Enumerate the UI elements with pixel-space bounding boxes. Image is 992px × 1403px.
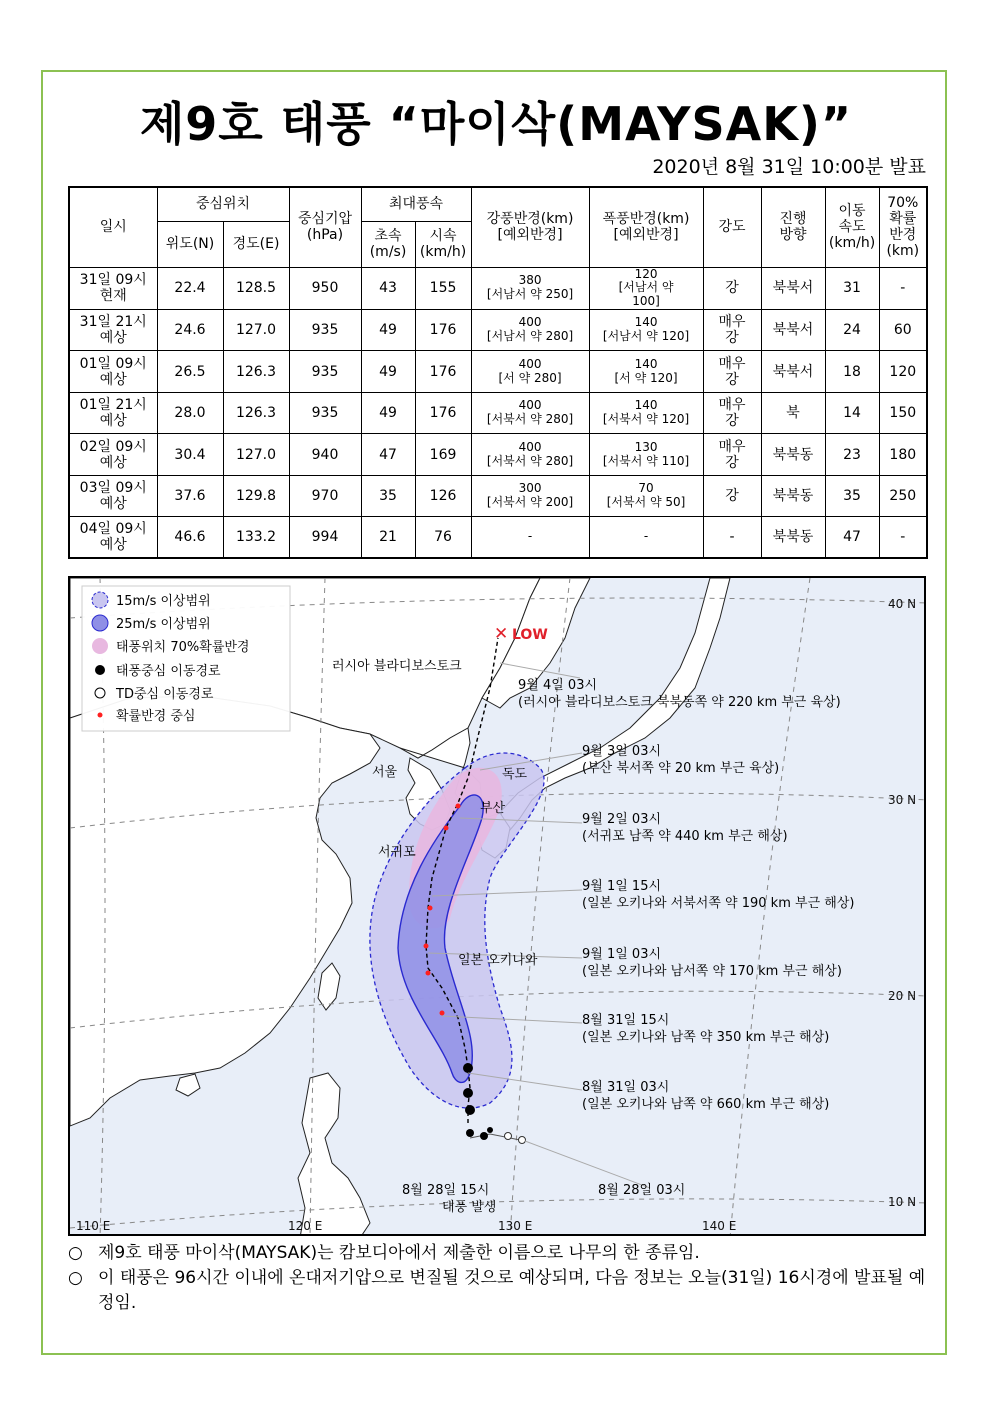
issue-date: 2020년 8월 31일 10:00분 발표 [652, 156, 926, 178]
cell-time: 01일 21시 예상 [69, 392, 157, 434]
cell-ms: 49 [361, 351, 415, 393]
label-vladivostok: 러시아 블라디보스토크 [332, 659, 462, 674]
cell-prob: - [879, 517, 927, 559]
cell-spd: 35 [825, 475, 879, 517]
lat-label-10: 10 N [888, 1195, 917, 1209]
annot-5-desc: (일본 오키나와 남쪽 약 350 km 부근 해상) [582, 1030, 830, 1045]
cell-int: 매우 강 [703, 392, 761, 434]
cell-spd: 23 [825, 434, 879, 476]
th-center: 중심위치 [157, 187, 289, 221]
low-marker-icon: ✕ [494, 624, 509, 644]
cell-kmh: 176 [415, 309, 471, 351]
annot-6-desc: (일본 오키나와 남쪽 약 660 km 부근 해상) [582, 1097, 830, 1112]
annot-0-time: 9월 4일 03시 [518, 678, 598, 693]
lon-label-130: 130 E [498, 1219, 533, 1233]
legend-label-3: 태풍중심 이동경로 [116, 664, 221, 679]
table-row [69, 434, 927, 476]
cell-prob: 150 [879, 392, 927, 434]
note-0-text: 제9호 태풍 마이삭(MAYSAK)는 캄보디아에서 제출한 이름으로 나무의 한 종류임. [98, 1243, 700, 1263]
legend-label-2: 태풍위치 70%확률반경 [116, 640, 250, 655]
th-kmh: 시속 (km/h) [415, 221, 471, 267]
table-row [69, 351, 927, 393]
legend-25ms-icon [92, 615, 108, 631]
table-row [69, 392, 927, 434]
cell-gale: 400 [서북서 약 280] [471, 434, 589, 476]
th-datetime: 일시 [69, 187, 157, 267]
cell-kmh: 155 [415, 267, 471, 309]
annot-5-time: 8월 31일 15시 [582, 1013, 670, 1028]
legend-prob-icon [92, 638, 108, 654]
annot-3-desc: (일본 오키나와 서북서쪽 약 190 km 부근 해상) [582, 896, 855, 911]
cell-prob: 180 [879, 434, 927, 476]
cell-int: 강 [703, 475, 761, 517]
cell-int: - [703, 517, 761, 559]
cell-kmh: 169 [415, 434, 471, 476]
cell-lon: 126.3 [223, 392, 289, 434]
cell-storm: 140 [서남서 약 120] [589, 309, 703, 351]
cell-kmh: 126 [415, 475, 471, 517]
label-dokdo: 독도 [502, 767, 528, 782]
lon-label-140: 140 E [702, 1219, 737, 1233]
cell-lon: 129.8 [223, 475, 289, 517]
note-1 [68, 1266, 928, 1316]
cell-kmh: 176 [415, 392, 471, 434]
annot-2-time: 9월 2일 03시 [582, 812, 662, 827]
annot-2-desc: (서귀포 남쪽 약 440 km 부근 해상) [582, 829, 788, 844]
th-ms: 초속 (m/s) [361, 221, 415, 267]
cell-lat: 37.6 [157, 475, 223, 517]
label-seoul: 서울 [372, 765, 398, 780]
table-row [69, 517, 927, 559]
cell-int: 강 [703, 267, 761, 309]
cell-kmh: 176 [415, 351, 471, 393]
cell-lat: 22.4 [157, 267, 223, 309]
note-1-text: 이 태풍은 96시간 이내에 온대저기압으로 변질될 것으로 예상되며, 다음 정보는 오늘(31일) 16시경에 발표될 예정임. [98, 1268, 926, 1313]
cell-int: 매우 강 [703, 309, 761, 351]
cell-time: 31일 09시 현재 [69, 267, 157, 309]
table-row [69, 309, 927, 351]
genesis-label: 태풍 발생 [442, 1200, 497, 1215]
cell-gale: 380 [서남서 약 250] [471, 267, 589, 309]
cell-lon: 127.0 [223, 309, 289, 351]
annot-6-time: 8월 31일 03시 [582, 1080, 670, 1095]
cell-ms: 43 [361, 267, 415, 309]
cell-time: 02일 09시 예상 [69, 434, 157, 476]
cell-ms: 35 [361, 475, 415, 517]
cell-gale: 300 [서북서 약 200] [471, 475, 589, 517]
cell-hpa: 935 [289, 309, 361, 351]
th-storm: 폭풍반경(km) [예외반경] [589, 187, 703, 267]
cell-lat: 46.6 [157, 517, 223, 559]
legend-label-5: 확률반경 중심 [116, 709, 196, 724]
cell-dir: 북북동 [761, 517, 825, 559]
cell-dir: 북 [761, 392, 825, 434]
cell-int: 매우 강 [703, 434, 761, 476]
cell-spd: 18 [825, 351, 879, 393]
cell-lat: 30.4 [157, 434, 223, 476]
legend-label-1: 25m/s 이상범위 [116, 617, 211, 632]
note-1-bullet: ○ [68, 1268, 83, 1288]
track-map [68, 576, 926, 1236]
legend-typhoon-icon [95, 665, 105, 675]
cell-lat: 28.0 [157, 392, 223, 434]
lon-label-110: 110 E [76, 1219, 111, 1233]
annot-4-time: 9월 1일 03시 [582, 947, 662, 962]
cell-time: 04일 09시 예상 [69, 517, 157, 559]
cell-dir: 북북서 [761, 309, 825, 351]
lat-label-20: 20 N [888, 989, 917, 1003]
cell-time: 03일 09시 예상 [69, 475, 157, 517]
cell-hpa: 950 [289, 267, 361, 309]
low-label: LOW [512, 627, 548, 643]
cell-storm: 120 [서남서 약 100] [589, 267, 703, 309]
cell-lat: 26.5 [157, 351, 223, 393]
table-row [69, 475, 927, 517]
cell-spd: 31 [825, 267, 879, 309]
cell-ms: 49 [361, 392, 415, 434]
annot-4-desc: (일본 오키나와 남서쪽 약 170 km 부근 해상) [582, 964, 842, 979]
cell-hpa: 994 [289, 517, 361, 559]
lat-label-30: 30 N [888, 793, 917, 807]
lat-label-40: 40 N [888, 597, 917, 611]
cell-gale: - [471, 517, 589, 559]
cell-prob: 60 [879, 309, 927, 351]
note-0 [68, 1241, 928, 1266]
th-intensity: 강도 [703, 187, 761, 267]
annot-1-desc: (부산 북서쪽 약 20 km 부근 육상) [582, 761, 780, 776]
cell-hpa: 970 [289, 475, 361, 517]
annot-1-time: 9월 3일 03시 [582, 744, 662, 759]
cell-prob: 250 [879, 475, 927, 517]
page-title: 제9호 태풍 “마이삭(MAYSAK)” [139, 97, 853, 151]
th-pressure: 중심기압 (hPa) [289, 187, 361, 267]
cell-dir: 북북서 [761, 351, 825, 393]
cell-ms: 21 [361, 517, 415, 559]
cell-lon: 133.2 [223, 517, 289, 559]
label-okinawa: 일본 오키나와 [458, 953, 538, 968]
cell-gale: 400 [서 약 280] [471, 351, 589, 393]
th-lat: 위도(N) [157, 221, 223, 267]
cell-storm: 130 [서북서 약 110] [589, 434, 703, 476]
legend-label-4: TD중심 이동경로 [116, 687, 214, 702]
td-time: 8월 28일 03시 [598, 1183, 686, 1198]
cell-prob: 120 [879, 351, 927, 393]
note-0-bullet: ○ [68, 1243, 83, 1263]
lon-label-120: 120 E [288, 1219, 323, 1233]
cell-kmh: 76 [415, 517, 471, 559]
cell-gale: 400 [서북서 약 280] [471, 392, 589, 434]
legend [82, 586, 290, 731]
cell-lat: 24.6 [157, 309, 223, 351]
legend-15ms-icon [92, 592, 108, 608]
th-speed: 이동 속도 (km/h) [825, 187, 879, 267]
cell-time: 01일 09시 예상 [69, 351, 157, 393]
th-direction: 진행 방향 [761, 187, 825, 267]
cell-hpa: 935 [289, 392, 361, 434]
cell-dir: 북북서 [761, 267, 825, 309]
legend-prob-center-icon [98, 713, 103, 718]
cell-dir: 북북동 [761, 434, 825, 476]
cell-spd: 14 [825, 392, 879, 434]
cell-storm: 140 [서 약 120] [589, 351, 703, 393]
table-row [69, 267, 927, 309]
cell-lon: 127.0 [223, 434, 289, 476]
cell-prob: - [879, 267, 927, 309]
th-lon: 경도(E) [223, 221, 289, 267]
forecast-table [68, 186, 928, 559]
cell-time: 31일 21시 예상 [69, 309, 157, 351]
label-seogwipo: 서귀포 [378, 845, 416, 860]
cell-ms: 47 [361, 434, 415, 476]
cell-int: 매우 강 [703, 351, 761, 393]
cell-hpa: 935 [289, 351, 361, 393]
cell-spd: 24 [825, 309, 879, 351]
th-prob: 70% 확률 반경 (km) [879, 187, 927, 267]
th-maxwind: 최대풍속 [361, 187, 471, 221]
notes [68, 1241, 928, 1316]
cell-hpa: 940 [289, 434, 361, 476]
cell-dir: 북북동 [761, 475, 825, 517]
th-gale: 강풍반경(km) [예외반경] [471, 187, 589, 267]
cell-spd: 47 [825, 517, 879, 559]
genesis-time: 8월 28일 15시 [402, 1183, 490, 1198]
cell-storm: 70 [서북서 약 50] [589, 475, 703, 517]
cell-ms: 49 [361, 309, 415, 351]
cell-storm: 140 [서북서 약 120] [589, 392, 703, 434]
annot-0-desc: (러시아 블라디보스토크 북북동쪽 약 220 km 부근 육상) [518, 695, 841, 710]
annot-3-time: 9월 1일 15시 [582, 879, 662, 894]
cell-lon: 126.3 [223, 351, 289, 393]
legend-td-icon [95, 688, 105, 698]
cell-gale: 400 [서남서 약 280] [471, 309, 589, 351]
track-map-svg [70, 578, 926, 1236]
cell-lon: 128.5 [223, 267, 289, 309]
cell-storm: - [589, 517, 703, 559]
legend-label-0: 15m/s 이상범위 [116, 594, 211, 609]
label-busan: 부산 [480, 801, 506, 816]
